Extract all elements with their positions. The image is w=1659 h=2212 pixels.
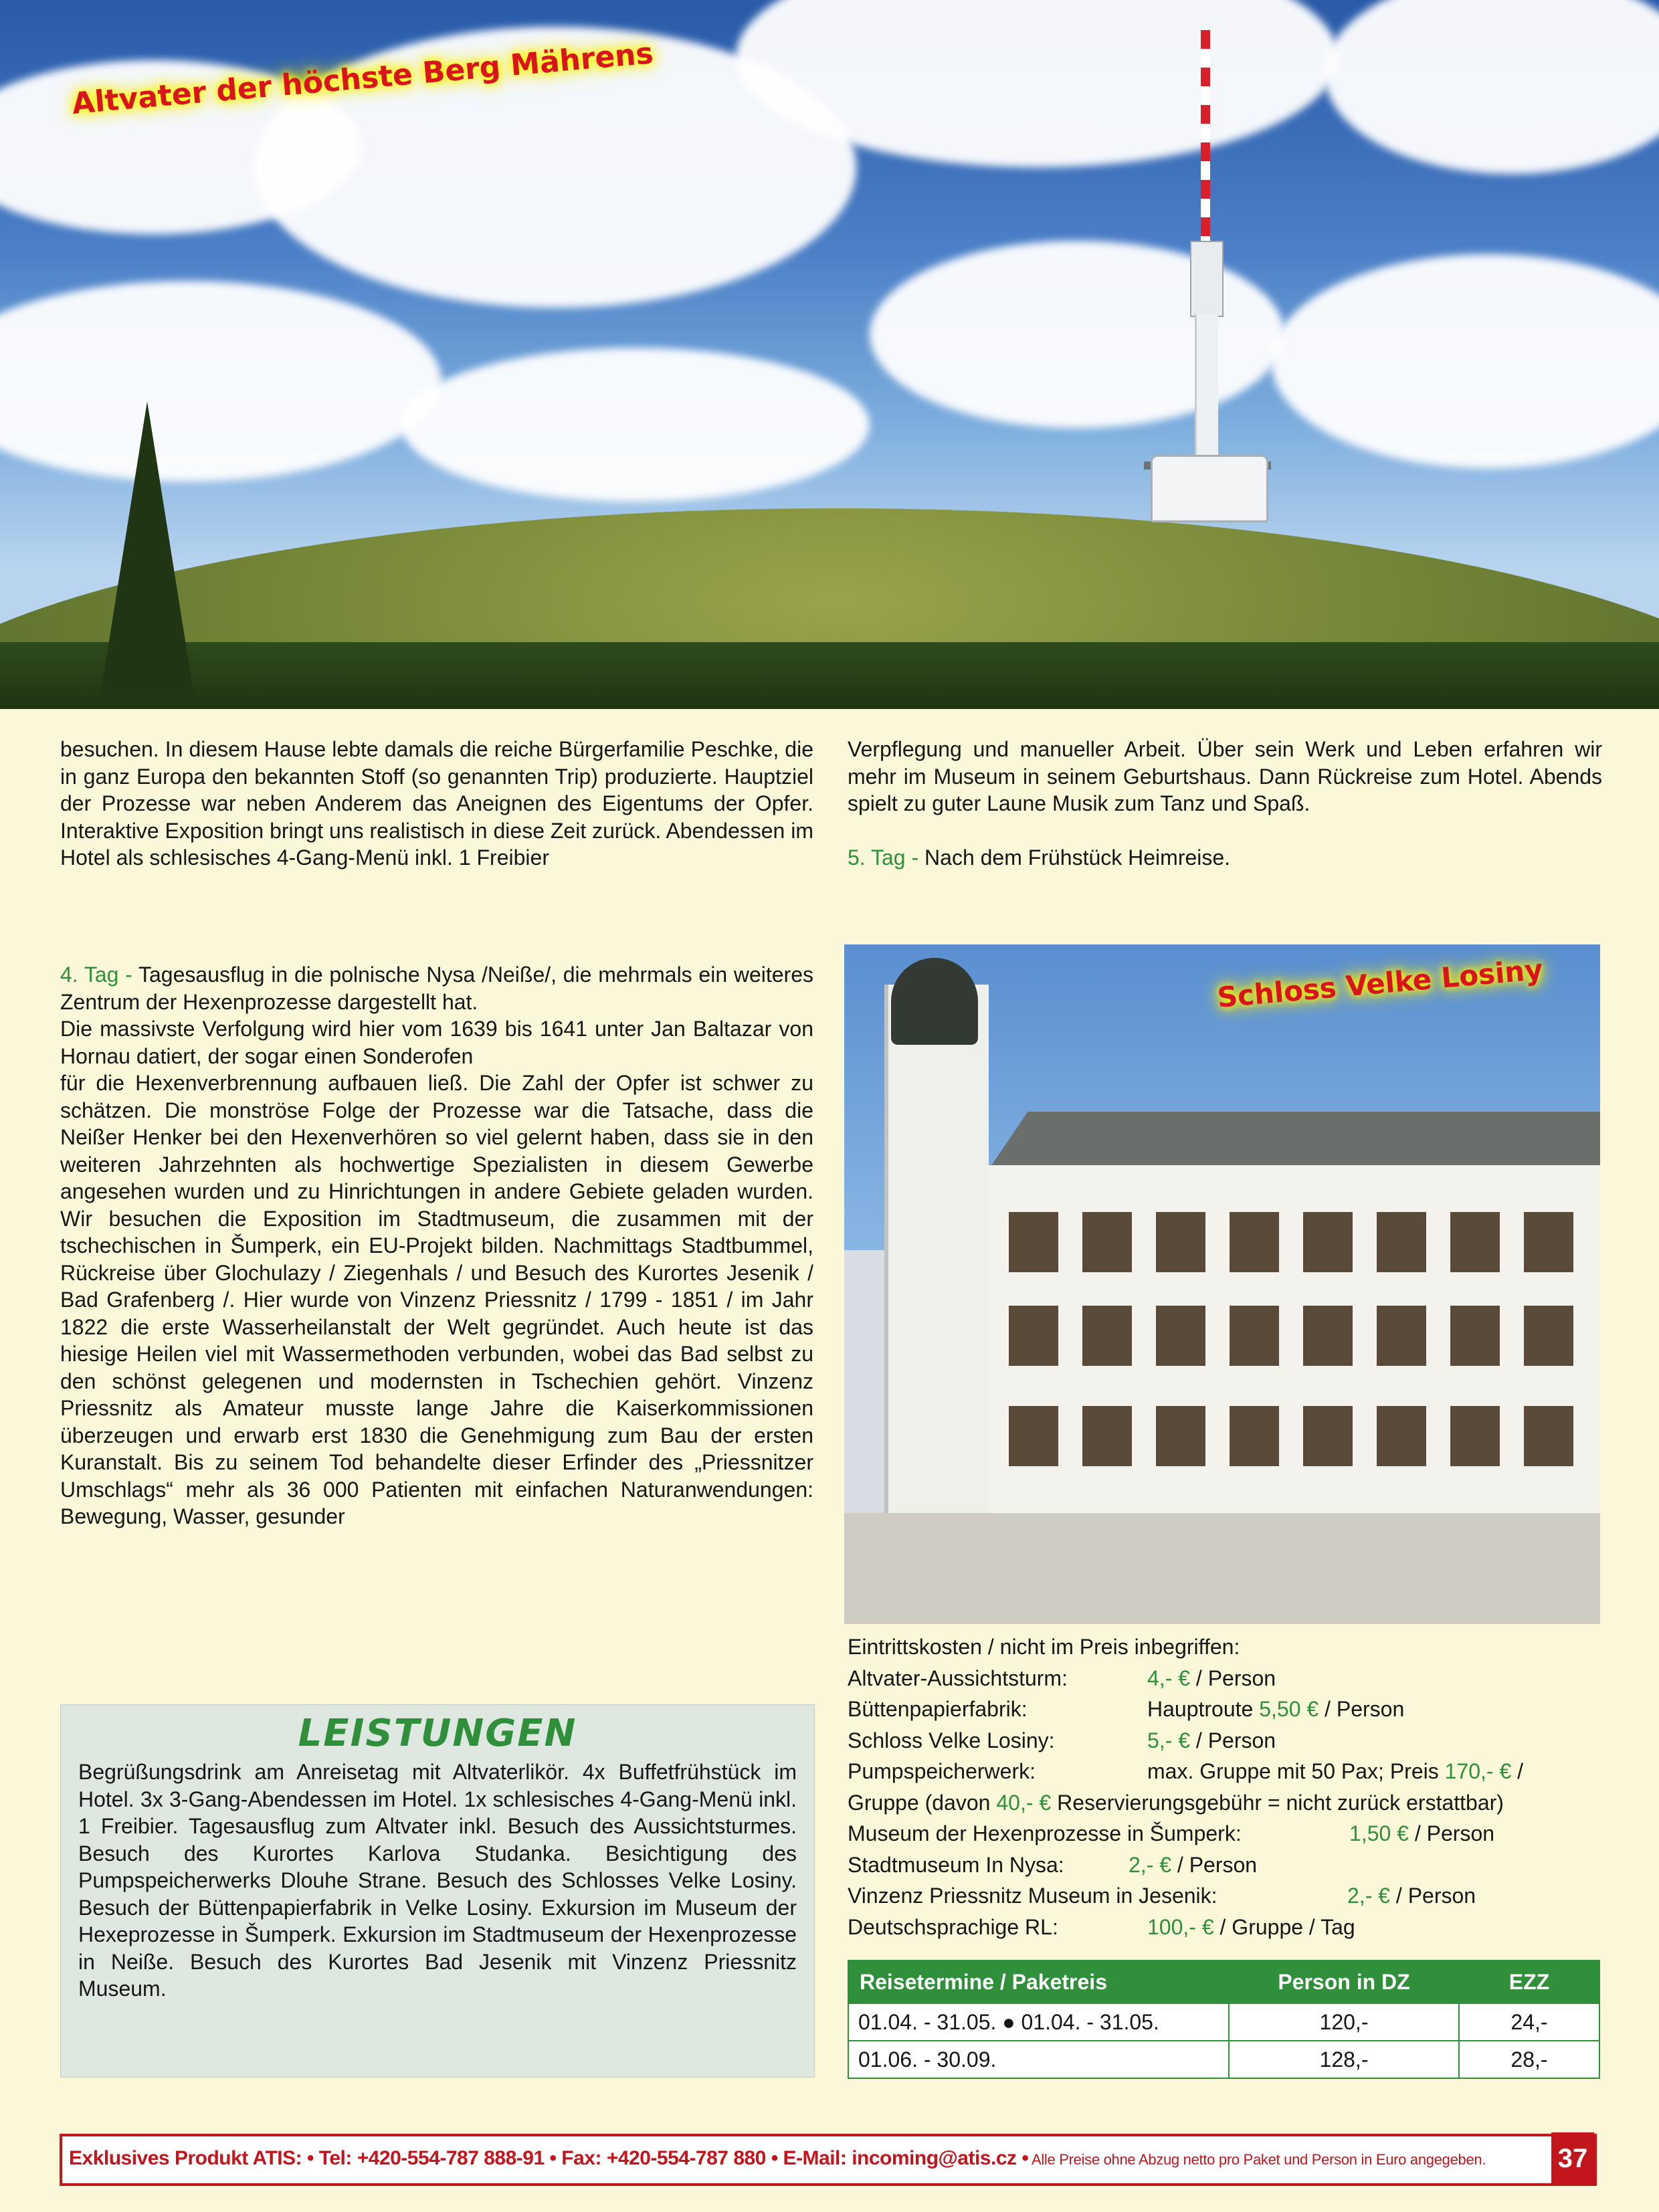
cost-row-pump-reservation: Gruppe (davon 40,- € Reservierungsgebühr = nicht zurück erstattbar) <box>848 1790 1504 1815</box>
header-person-dz: Person in DZ <box>1229 1960 1459 2003</box>
cost-row-priessnitz: Vinzenz Priessnitz Museum in Jesenik: 2,- € / Person <box>848 1884 1476 1908</box>
castle-title: Schloss Velke Losiny <box>1215 952 1545 1014</box>
costs-heading: Eintrittskosten / nicht im Preis inbegriffen: <box>848 1635 1240 1659</box>
cost-row-hexen: Museum der Hexenprozesse in Šumperk: 1,50 € / Person <box>848 1821 1495 1845</box>
cloud <box>1271 254 1659 468</box>
day5-text: Nach dem Frühstück Heimreise. <box>918 845 1231 870</box>
tv-tower-antenna-platform <box>1190 241 1224 317</box>
header-ezz: EZZ <box>1459 1960 1599 2003</box>
cost-row-nysa: Stadtmuseum In Nysa: 2,- € / Person <box>848 1852 1258 1877</box>
hero-photo-altvater <box>0 0 1659 709</box>
cell-price-dz: 128,- <box>1229 2041 1459 2078</box>
cloud <box>1325 0 1659 174</box>
leistungen-heading: LEISTUNGEN <box>298 1712 577 1755</box>
castle-photo <box>844 944 1600 1624</box>
cost-row-pump: Pumpspeicherwerk: max. Gruppe mit 50 Pax; Preis 170,- € / <box>848 1759 1524 1783</box>
day4-label: 4. Tag - <box>60 963 132 987</box>
table-row <box>848 2003 1599 2041</box>
right-column-top <box>848 736 1602 871</box>
paragraph: Die massivste Verfolgung wird hier vom 1639 bis 1641 unter Jan Baltazar von Hornau datiert, der sogar einen Sonderofen <box>60 1017 813 1068</box>
day4-text: Tagesausflug in die polnische Nysa /Neiße/, die mehrmals ein weiteres Zentrum der Hexenprozesse dargestellt hat. <box>60 963 814 1014</box>
price-table <box>848 1960 1600 2079</box>
tv-tower-mast <box>1201 30 1210 251</box>
header-dates: Reisetermine / Paketreis <box>848 1960 1229 2003</box>
tv-tower-base <box>1151 455 1268 522</box>
tv-tower-shaft <box>1195 314 1218 455</box>
cell-dates: 01.06. - 30.09. <box>848 2041 1229 2078</box>
cost-row-papier: Büttenpapierfabrik: Hauptroute 5,50 € / Person <box>848 1697 1405 1721</box>
castle-tower-dome <box>891 958 978 1045</box>
footer-bar <box>60 2134 1597 2186</box>
cloud <box>401 348 870 502</box>
spruce-tree <box>100 401 194 696</box>
page-number: 37 <box>1551 2132 1594 2185</box>
paragraph: für die Hexenverbrennung aufbauen ließ. Die Zahl der Opfer ist schwer zu schätzen. Die monströse Folge der Prozesse war die Tatsache, dass die Neißer Henker bei den Hexenverhören so viel gelernt haben, dass sie in den weiteren Jahrzehnten als hochwertige Spezialisten in diesem Gewerbe angesehen wurden und zu Hinrichtungen in andere Gebiete geladen wurden. Wir besuchen die Exposition im Stadtmuseum, die zusammen mit der tschechischen in Šumperk, ein EU-Projekt bilden. Nachmittags Stadtbummel, Rückreise über Glochulazy / Ziegenhals / und Besuch des Kurortes Jesenik / Bad Grafenberg /. Hier wurde von Vinzenz Priessnitz / 1799 - 1851 / im Jahr 1822 die erste Wasserheilanstalt der Welt gegründet. Auch heute ist das hiesige Heilen viel mit Wassermethoden verbunden, wobei das Bad selbst zu den schönst gelegenen und modernsten in Tschechien gehört. Vinzenz Priessnitz als Amateur musste lange Jahre die Kaiserkommissionen überzeugen und erwarb erst 1830 die Genehmigung zum Bau der ersten Kuranstalt. Bis zu seinem Tod behandelte dieser Erfinder des „Priessnitzer Umschlags“ mehr als 36 000 Patienten mit einfachen Naturanwendungen: Bewegung, Wasser, gesunder <box>60 1071 813 1528</box>
cost-row-altvater: Altvater-Aussichtsturm: 4,- € / Person <box>848 1666 1276 1690</box>
forest-strip <box>0 642 1659 709</box>
castle-tower <box>884 985 989 1567</box>
table-header-row <box>848 1960 1599 2003</box>
cell-price-dz: 120,- <box>1229 2003 1459 2041</box>
castle-arcade-upper <box>991 1212 1593 1272</box>
entrance-costs <box>848 1631 1602 1942</box>
cost-row-guide: Deutschsprachige RL: 100,- € / Gruppe / Tag <box>848 1914 1355 1939</box>
day5-label: 5. Tag - <box>848 845 919 870</box>
leistungen-text: Begrüßungsdrink am Anreisetag mit Altvaterlikör. 4x Buffetfrühstück im Hotel. 3x 3-Gang-Abendessen im Hotel. 1x schlesisches 4-Gang-Menü inkl. 1 Freibier. Tagesausflug zum Altvater inkl. Besuch des Aussichtsturmes. Besuch des Kurortes Karlova Studanka. Besichtigung des Pumpspeicherwerks Dlouhe Strane. Besuch des Schlosses Velke Losiny. Besuch der Büttenpapierfabrik in Velke Losiny. Exkursion im Museum der Hexeprozesse in Šumperk. Exkursion im Stadtmuseum der Hexenprozesse in Neiße. Besuch des Kurortes Bad Jesenik mit Vinzenz Priessnitz Museum. <box>78 1760 797 2001</box>
table-row <box>848 2041 1599 2078</box>
castle-arcade-lower <box>991 1406 1593 1466</box>
paragraph: besuchen. In diesem Hause lebte damals die reiche Bürgerfamilie Peschke, die in ganz Europa den bekannten Stoff (so genannten Trip) produzierte. Hauptziel der Prozesse war neben Anderem das Aneignen des Eigentums der Opfer. Interaktive Exposition bringt uns realistisch in diese Zeit zurück. Abendessen im Hotel als schlesisches 4-Gang-Menü inkl. 1 Freibier <box>60 737 813 870</box>
hero-title: Altvater der höchste Berg Mährens <box>70 36 655 121</box>
castle-courtyard <box>844 1513 1600 1624</box>
paragraph-day5 <box>848 844 1602 872</box>
footer-contact: Exklusives Produkt ATIS: • Tel: +420-554-787 888-91 • Fax: +420-554-787 880 • E-Mail: incoming@atis.cz • Alle Preise ohne Abzug netto pro Paket und Person in Euro angegeben. <box>69 2147 1486 2169</box>
paragraph: Verpflegung und manueller Arbeit. Über sein Werk und Leben erfahren wir mehr im Museum in seinem Geburtshaus. Dann Rückreise zum Hotel. Abends spielt zu guter Laune Musik zum Tanz und Spaß. <box>848 737 1602 815</box>
castle-arcade-middle <box>991 1306 1593 1366</box>
cell-dates: 01.04. - 31.05. ● 01.04. - 31.05. <box>848 2003 1229 2041</box>
paragraph-day4 <box>60 961 813 1015</box>
cost-row-schloss: Schloss Velke Losiny: 5,- € / Person <box>848 1728 1276 1752</box>
cell-price-ezz: 28,- <box>1459 2041 1599 2078</box>
cell-price-ezz: 24,- <box>1459 2003 1599 2041</box>
cloud <box>0 281 442 482</box>
left-column-top <box>60 736 813 872</box>
leistungen-box <box>60 1704 815 2078</box>
left-column-main <box>60 961 813 1530</box>
